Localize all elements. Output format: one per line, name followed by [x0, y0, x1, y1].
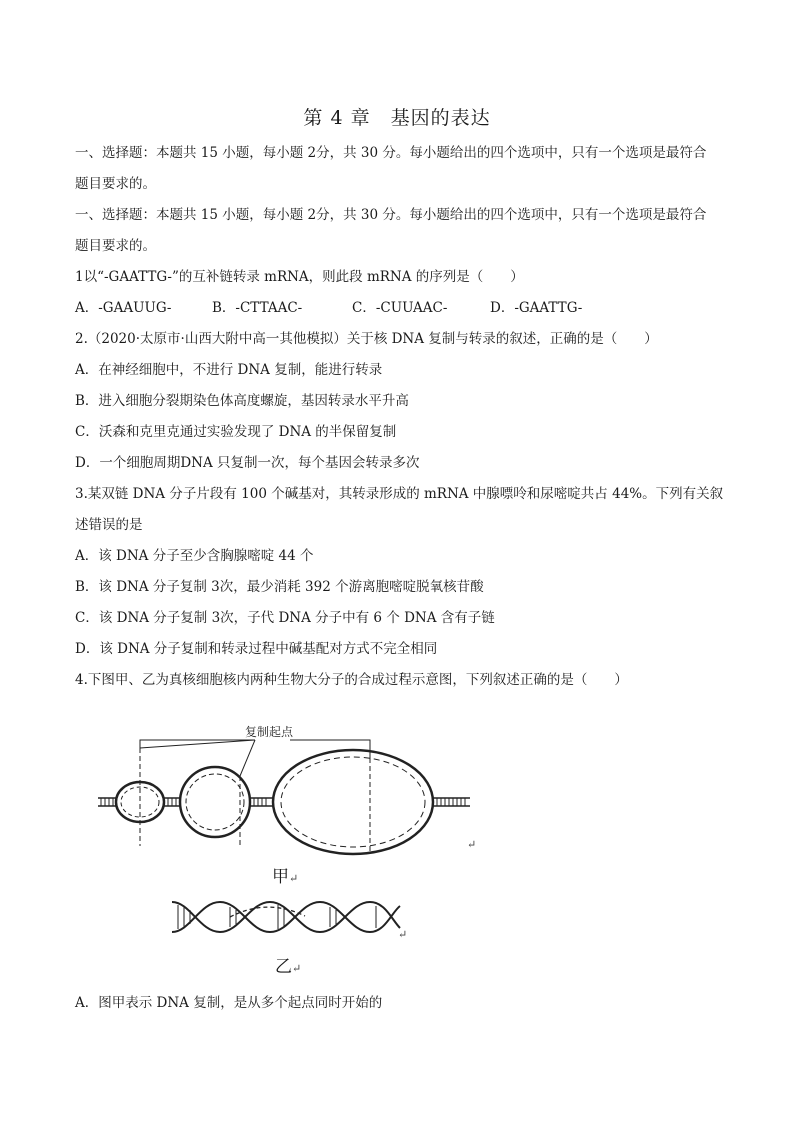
- page-title: 第 4 章 基因的表达: [303, 107, 491, 129]
- return-mark: ↵: [292, 962, 302, 975]
- question-3-option-b: B．该 DNA 分子复制 3次，最少消耗 392 个游离胞嘧啶脱氧核苷酸: [75, 579, 484, 595]
- question-1-option-b: B．-CTTAAC-: [212, 300, 303, 316]
- section-intro-line: 一、选择题：本题共 15 小题，每小题 2分，共 30 分。每小题给出的四个选项中，只有一个选项是最符合: [75, 145, 707, 161]
- return-mark: ↵: [289, 872, 299, 885]
- question-2-option-b: B．进入细胞分裂期染色体高度螺旋，基因转录水平升高: [75, 393, 409, 409]
- question-3-stem: 3.某双链 DNA 分子片段有 100 个碱基对，其转录形成的 mRNA 中腺嘌呤和尿嘧啶共占 44%。下列有关叙: [75, 486, 724, 502]
- question-2-stem: 2.（2020·太原市·山西大附中高一其他模拟）关于核 DNA 复制与转录的叙述，正确的是（ ）: [75, 331, 658, 347]
- question-3-option-d: D．该 DNA 分子复制和转录过程中碱基配对方式不完全相同: [75, 641, 438, 657]
- figure-yi-transcription: [170, 892, 410, 942]
- question-4-stem: 4.下图甲、乙为真核细胞核内两种生物大分子的合成过程示意图，下列叙述正确的是（ ）: [75, 672, 628, 688]
- question-1-option-c: C．-CUUAAC-: [352, 300, 448, 316]
- caption-jia-text: 甲: [272, 867, 289, 887]
- question-2-option-d: D．一个细胞周期DNA 只复制一次，每个基因会转录多次: [75, 455, 420, 471]
- question-3-option-c: C．该 DNA 分子复制 3次，子代 DNA 分子中有 6 个 DNA 含有子链: [75, 610, 495, 626]
- section-intro-line: 一、选择题：本题共 15 小题，每小题 2分，共 30 分。每小题给出的四个选项中，只有一个选项是最符合: [75, 207, 707, 223]
- question-2-option-c: C．沃森和克里克通过实验发现了 DNA 的半保留复制: [75, 424, 397, 440]
- question-2-option-a: A．在神经细胞中，不进行 DNA 复制，能进行转录: [75, 362, 383, 378]
- caption-yi-text: 乙: [275, 957, 292, 977]
- return-mark: ↵: [398, 928, 408, 941]
- section-intro-line: 题目要求的。: [75, 238, 156, 254]
- replication-origin-label: 复制起点: [245, 725, 294, 739]
- question-1-option-d: D．-GAATTG-: [490, 300, 583, 316]
- question-3-stem: 述错误的是: [75, 517, 143, 533]
- return-mark: ↵: [467, 838, 477, 851]
- question-1-stem: 1以“-GAATTG-”的互补链转录 mRNA，则此段 mRNA 的序列是（ ）: [75, 269, 524, 285]
- figure-caption-jia: [272, 862, 298, 887]
- figure-jia-replication: [95, 718, 495, 858]
- figure-caption-yi: [275, 952, 301, 977]
- question-4-option-a: A．图甲表示 DNA 复制，是从多个起点同时开始的: [75, 995, 383, 1011]
- question-1-option-a: A．-GAAUUG-: [75, 300, 172, 316]
- section-intro-line: 题目要求的。: [75, 176, 156, 192]
- question-3-option-a: A．该 DNA 分子至少含胸腺嘧啶 44 个: [75, 548, 314, 564]
